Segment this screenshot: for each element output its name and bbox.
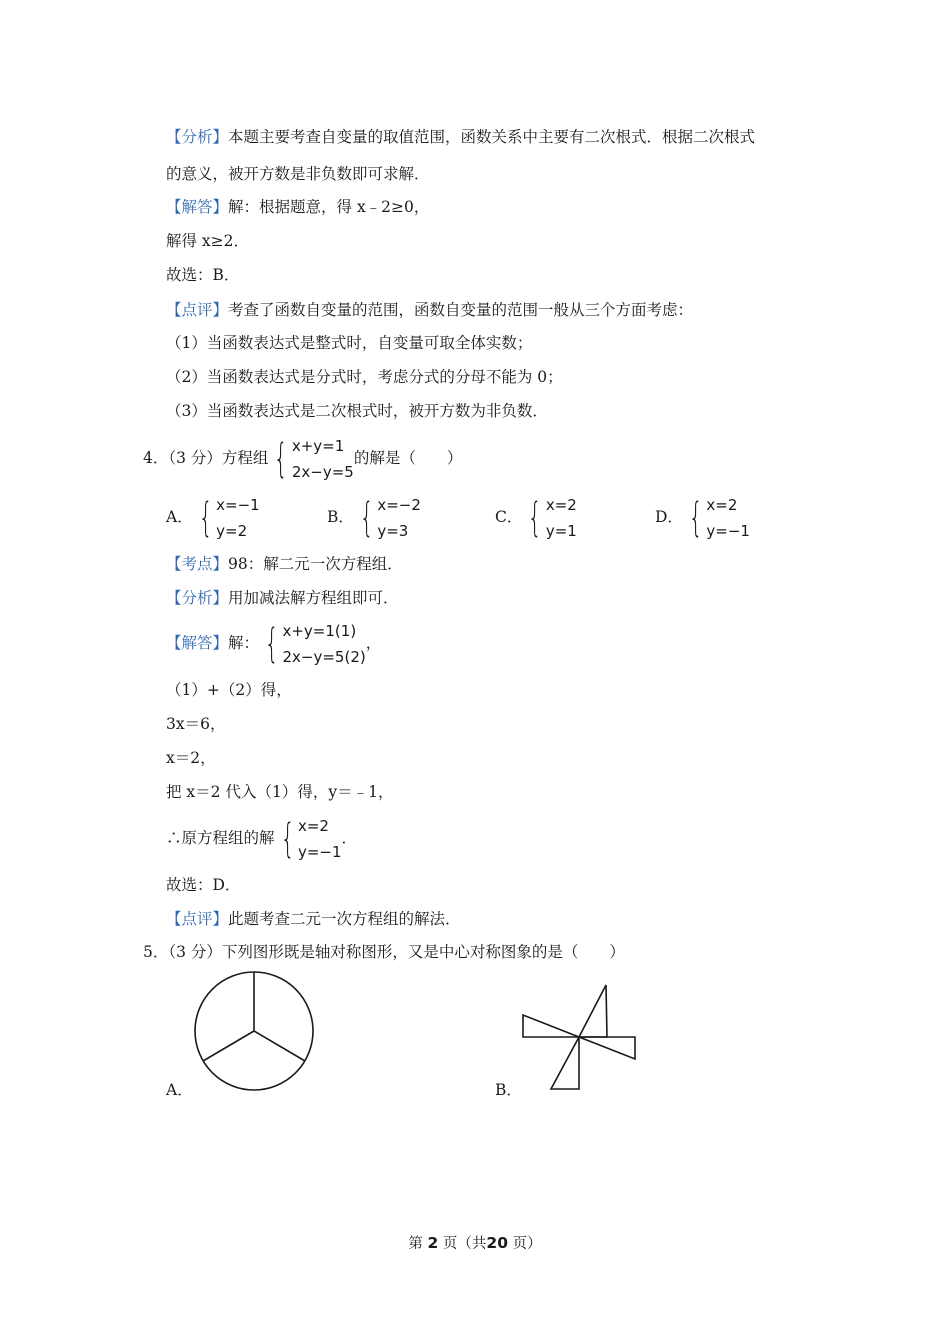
option-eq2: y=−1	[706, 522, 750, 540]
step5-suffix: ．	[341, 829, 358, 847]
q4-option-c	[495, 491, 577, 544]
q3-comment-line3: （2）当函数表达式是分式时，考虑分式的分母不能为 0；	[166, 368, 563, 386]
footer-total-pages: 20	[486, 1234, 508, 1252]
q4-analysis	[166, 588, 399, 608]
q3-solution-line2: 解得 x≥2．	[166, 232, 250, 250]
option-eq2: y=2	[216, 522, 248, 540]
q4-stem	[143, 432, 462, 485]
q4-step5	[166, 812, 357, 865]
q3-analysis-line2: 的意义，被开方数是非负数即可求解．	[166, 165, 430, 183]
q4-eq2: 2x−y=5	[291, 463, 354, 481]
comment-tag: 【点评】	[166, 301, 229, 319]
option-label: D．	[655, 508, 683, 526]
q4-eq1: x+y=1	[291, 437, 345, 455]
brace-glyph: {	[264, 621, 279, 667]
res-eq1: x=2	[297, 817, 329, 835]
q4-option-b	[327, 491, 421, 544]
option-system	[193, 492, 260, 544]
q4-step4: 把 x＝2 代入（1）得，y＝﹣1，	[166, 783, 394, 801]
brace-glyph: {	[198, 495, 213, 541]
q3-choice: 故选：B．	[166, 266, 240, 284]
q3-comment-line1	[166, 300, 693, 320]
brace-glyph: {	[688, 495, 703, 541]
figure-b-blade-top	[579, 985, 607, 1037]
q5-stem: 5．（3 分）下列图形既是轴对称图形，又是中心对称图象的是（ ）	[143, 943, 625, 961]
comment-text: 考查了函数自变量的范围，函数自变量的范围一般从三个方面考虑：	[228, 301, 694, 319]
figure-b-blade-bottom	[551, 1037, 579, 1089]
option-system	[354, 492, 421, 544]
analysis-tag: 【分析】	[166, 589, 229, 607]
q4-comment	[166, 909, 461, 929]
figure-a-divider-right	[254, 1031, 305, 1061]
sys-eq1: x+y=1(1)	[282, 622, 357, 640]
solution-tag: 【解答】	[166, 634, 229, 652]
option-system	[683, 492, 750, 544]
q3-analysis-line1	[166, 127, 755, 147]
page-footer	[0, 1232, 950, 1253]
footer-pre: 第	[408, 1236, 423, 1252]
result-system	[275, 813, 342, 865]
q4-system	[268, 433, 353, 485]
option-eq1: x=−2	[377, 496, 421, 514]
q4-step2: 3x＝6，	[166, 715, 226, 733]
option-eq1: x=−1	[216, 496, 260, 514]
comment-text: 此题考查二元一次方程组的解法．	[228, 910, 461, 928]
option-eq2: y=3	[377, 522, 409, 540]
res-eq2: y=−1	[297, 843, 342, 861]
q3-solution-line1	[166, 197, 429, 217]
analysis-tag: 【分析】	[166, 128, 229, 146]
footer-page-number: 2	[427, 1234, 439, 1252]
kaodian-tag: 【考点】	[166, 555, 229, 573]
option-system	[522, 492, 576, 544]
q3-comment-line2: （1）当函数表达式是整式时，自变量可取全体实数；	[166, 334, 533, 352]
q4-option-d	[655, 491, 750, 544]
analysis-text: 用加减法解方程组即可．	[228, 589, 399, 607]
step5-prefix: ∴原方程组的解	[166, 829, 275, 847]
brace-glyph: {	[280, 816, 295, 862]
figure-b-blade-right	[579, 1037, 635, 1059]
q4-step3: x＝2，	[166, 749, 216, 767]
option-label: B．	[327, 508, 354, 526]
solution-tag: 【解答】	[166, 198, 229, 216]
q4-step1: （1）+（2）得，	[166, 681, 292, 699]
figure-a-divider-left	[203, 1031, 254, 1061]
option-eq2: y=1	[545, 522, 577, 540]
brace-glyph: {	[528, 495, 543, 541]
brace-glyph: {	[274, 436, 289, 482]
q4-kaodian	[166, 554, 403, 574]
analysis-text: 本题主要考查自变量的取值范围，函数关系中主要有二次根式．根据二次根式	[228, 128, 756, 146]
solution-text: 解：根据题意，得 x﹣2≥0，	[228, 198, 430, 216]
q4-option-a	[166, 491, 260, 544]
sys-suffix: ，	[365, 634, 382, 652]
q5-option-a: A．	[166, 1081, 193, 1099]
solution-prefix: 解：	[228, 634, 260, 652]
q4-choice: 故选：D．	[166, 876, 241, 894]
footer-post: 页）	[512, 1236, 542, 1252]
figure-b-blade-left	[523, 1015, 579, 1037]
option-eq1: x=2	[706, 496, 738, 514]
option-label: A．	[166, 508, 193, 526]
footer-mid: 页（共	[442, 1236, 487, 1252]
option-label: C．	[495, 508, 523, 526]
q4-suffix: 的解是（ ）	[353, 449, 463, 467]
option-eq1: x=2	[545, 496, 577, 514]
q5-option-b: B．	[495, 1081, 522, 1099]
kaodian-text: 98：解二元一次方程组．	[228, 555, 403, 573]
comment-tag: 【点评】	[166, 910, 229, 928]
q4-solution	[166, 617, 381, 670]
q3-comment-line4: （3）当函数表达式是二次根式时，被开方数为非负数．	[166, 402, 548, 420]
q4-prefix: 4．（3 分）方程组	[143, 449, 269, 467]
sys-eq2: 2x−y=5(2)	[282, 648, 366, 666]
figure-b-pinwheel	[516, 982, 642, 1094]
brace-glyph: {	[359, 495, 374, 541]
solution-system	[259, 618, 366, 670]
figure-a-circle	[188, 968, 320, 1098]
